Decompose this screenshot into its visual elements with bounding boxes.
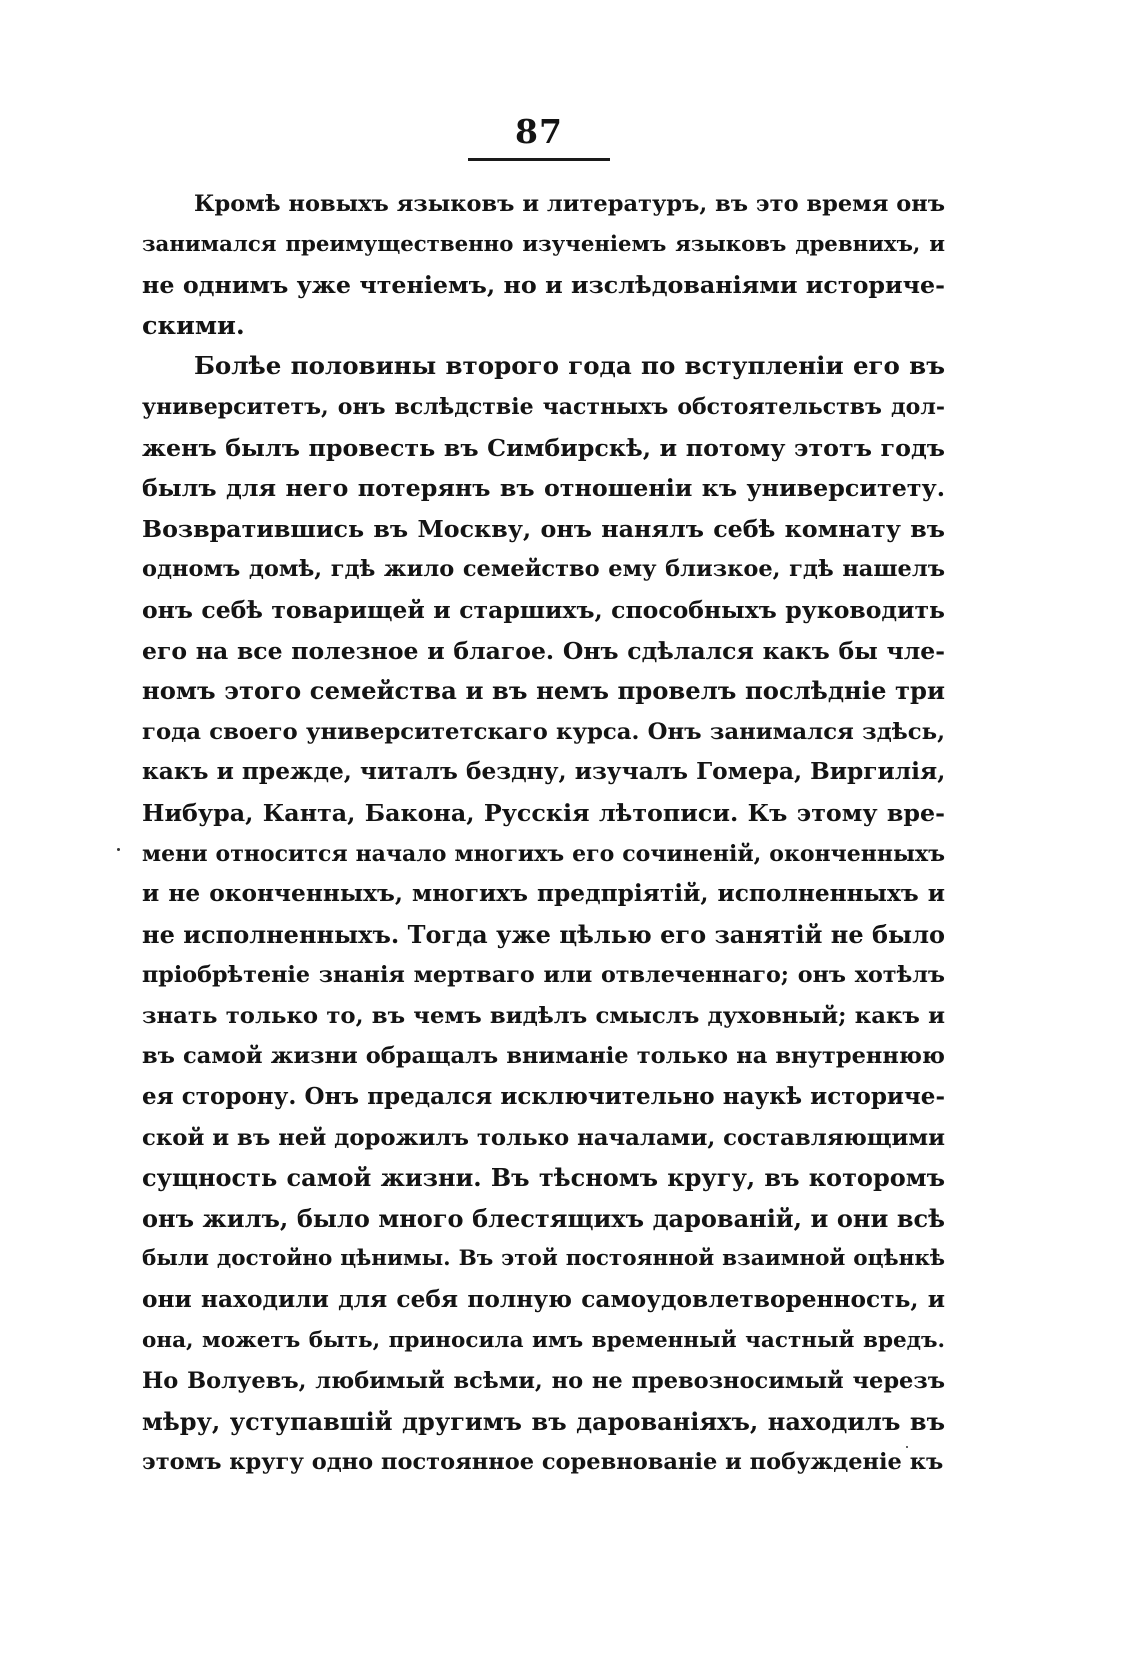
text-line: занимался преимущественно изученіемъ языковъ древнихъ, и [142,231,945,257]
text-line: пріобрѣтеніе знанія мертваго или отвлеченнаго; онъ хотѣлъ [142,962,945,989]
header-rule [468,158,610,161]
text-line: Болѣе половины второго года по вступленіи его въ [194,351,945,381]
text-line: Кромѣ новыхъ языковъ и литературъ, въ это время онъ [194,191,945,217]
text-line: знать только то, въ чемъ видѣлъ смыслъ духовный; какъ и [142,1002,945,1029]
text-line: этомъ кругу одно постоянное соревнованіе и побужденіе къ [142,1449,944,1476]
text-line: и не оконченныхъ, многихъ предпріятій, исполненныхъ и [142,880,945,908]
text-line: не однимъ уже чтеніемъ, но и изслѣдованіями историче- [142,271,945,300]
text-line: не исполненныхъ. Тогда уже цѣлью его занятій не было [142,919,945,949]
page-header [468,112,610,161]
text-line: они находили для себя полную самоудовлетворенность, и [142,1286,945,1314]
text-line: Нибура, Канта, Бакона, Русскія лѣтописи. Къ этому вре- [142,798,945,827]
text-line: года своего университетскаго курса. Онъ занимался здѣсь, [142,718,945,745]
text-line: ской и въ ней дорожилъ только началами, составляющими [142,1124,945,1151]
text-line: онъ себѣ товарищей и старшихъ, способныхъ руководить [142,595,945,624]
text-line: номъ этого семейства и въ немъ провелъ послѣдніе три [142,676,945,706]
text-line: мени относится начало многихъ его сочиненій, оконченныхъ [142,840,945,867]
text-line: ея сторону. Онъ предался исключительно наукѣ историче- [142,1083,945,1111]
text-line: одномъ домѣ, гдѣ жило семейство ему близкое, гдѣ нашелъ [142,556,945,583]
text-line: Но Волуевъ, любимый всѣми, но не превозносимый черезъ [142,1368,945,1395]
text-line: были достойно цѣнимы. Въ этой постоянной взаимной оцѣнкѣ [142,1246,945,1272]
text-line: университетъ, онъ вслѣдствіе частныхъ обстоятельствъ дол- [142,393,945,420]
text-line: скими. [142,310,245,341]
page-number: 87 [515,112,563,151]
text-line: его на все полезное и благое. Онъ сдѣлался какъ бы чле- [142,636,945,665]
text-line: мѣру, уступавшій другимъ въ дарованіяхъ, находилъ въ [142,1406,945,1436]
print-speck [117,848,120,851]
print-speck [906,1446,908,1448]
text-line: въ самой жизни обращалъ вниманіе только на внутреннюю [142,1043,945,1070]
text-line: какъ и прежде, читалъ бездну, изучалъ Гомера, Виргилія, [142,758,945,786]
text-line: Возвратившись въ Москву, онъ нанялъ себѣ комнату въ [142,514,945,543]
text-line: она, можетъ быть, приносила имъ временный частный вредъ. [142,1327,945,1353]
text-line: онъ жилъ, было много блестящихъ дарованій, и они всѣ [142,1203,945,1233]
text-line: былъ для него потерянъ въ отношеніи къ университету. [142,474,945,503]
text-line: женъ былъ провесть въ Симбирскѣ, и потому этотъ годъ [142,433,945,462]
body-text [142,184,945,1483]
text-line: сущность самой жизни. Въ тѣсномъ кругу, въ которомъ [142,1163,945,1193]
